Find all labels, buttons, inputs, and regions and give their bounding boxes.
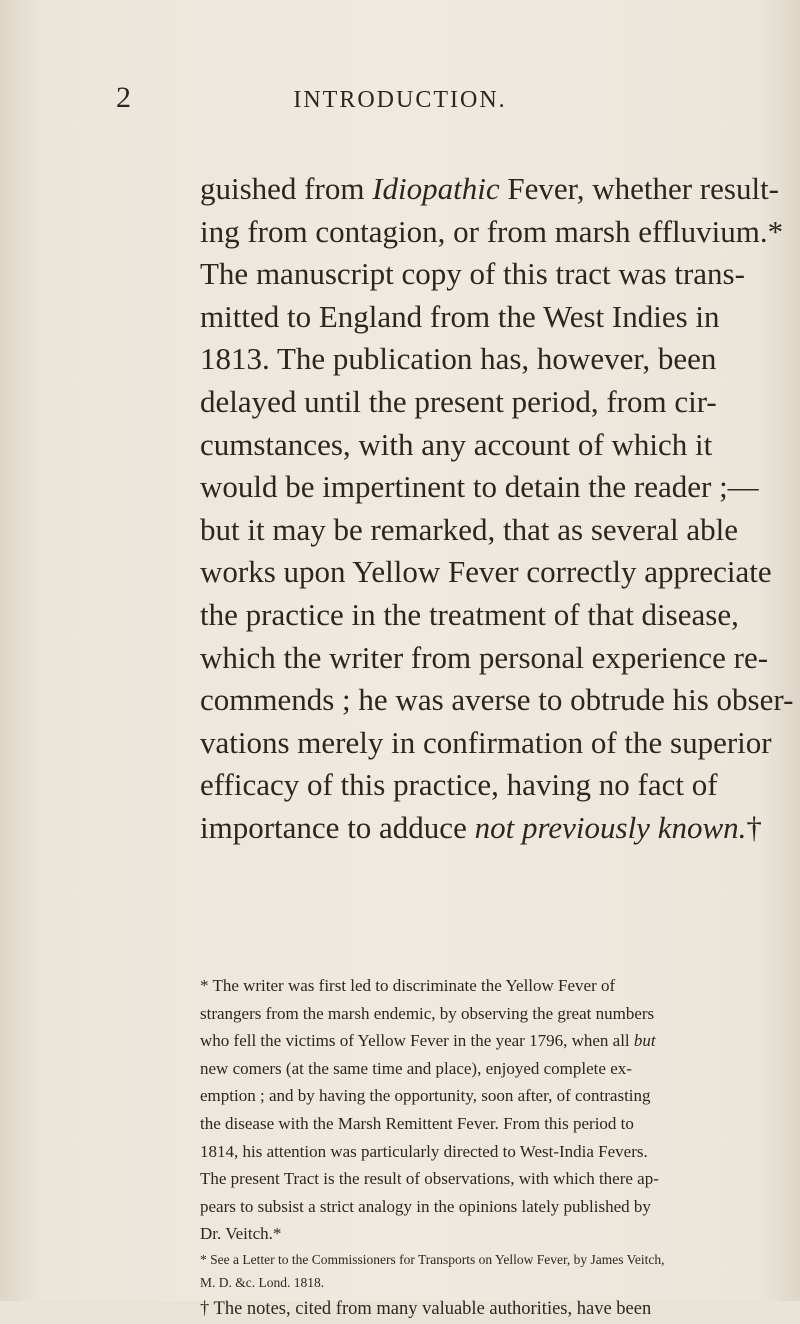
text-line <box>200 253 760 296</box>
running-head: INTRODUCTION. <box>293 87 507 113</box>
footnotes <box>200 972 770 1324</box>
text-run: strangers from the marsh endemic, by observing the great numbers <box>200 1003 655 1023</box>
text-run: delayed until the present period, from cir- <box>200 383 717 419</box>
text-run: emption ; and by having the opportunity, soon after, of contrasting <box>200 1086 651 1106</box>
footnote-line <box>200 1138 770 1166</box>
text-run: but it may be remarked, that as several able <box>200 511 738 547</box>
sub-footnote-line <box>200 1248 770 1271</box>
footnote-line <box>200 1055 770 1083</box>
text-run: commends ; he was averse to obtrude his obser- <box>200 682 794 718</box>
text-line <box>200 551 772 594</box>
footnote-secondary <box>200 1248 770 1294</box>
text-run: cumstances, with any account of which it <box>200 426 713 462</box>
footnote-line <box>200 1000 770 1028</box>
footnote-line <box>200 1193 770 1221</box>
text-line <box>200 211 784 254</box>
text-run: † <box>746 809 762 845</box>
text-run: Fever, whether result- <box>499 171 780 206</box>
footnote-line <box>200 1165 770 1193</box>
text-run: The manuscript copy of this tract was trans- <box>200 256 745 292</box>
text-run: pears to subsist a strict analogy in the opinions lately published by <box>200 1196 651 1216</box>
text-line <box>200 168 780 211</box>
text-line <box>200 424 760 467</box>
text-run: The present Tract is the result of observations, with which there ap- <box>200 1169 659 1189</box>
text-line <box>200 594 760 637</box>
text-run: which the writer from personal experience re- <box>200 639 769 675</box>
text-line <box>200 381 760 424</box>
text-run: M. D. &c. Lond. 1818. <box>200 1274 325 1290</box>
footnote-primary <box>200 972 770 1248</box>
footnote-line <box>200 1082 770 1110</box>
text-line <box>200 722 772 765</box>
text-run: the practice in the treatment of that disease, <box>200 596 739 632</box>
text-run: mitted to England from the West Indies in <box>200 298 720 334</box>
text-run: importance to adduce <box>200 809 475 845</box>
text-run: 1813. The publication has, however, been <box>200 341 717 377</box>
footnote-dagger: † The notes, cited from many valuable authorities, have been <box>200 1298 652 1319</box>
text-run: the disease with the Marsh Remittent Fever. From this period to <box>200 1113 634 1133</box>
text-run: * The writer was first led to discriminate the Yellow Fever of <box>200 976 616 995</box>
text-run: efficacy of this practice, having no fact of <box>200 767 718 803</box>
text-run: would be impertinent to detain the reader ;— <box>200 469 759 505</box>
footnote-line <box>200 972 770 1000</box>
text-run: guished from <box>200 171 373 206</box>
text-run: ing from contagion, or from marsh effluvium.* <box>200 213 784 249</box>
text-run: who fell the victims of Yellow Fever in the year 1796, when all <box>200 1031 634 1051</box>
footnote-line <box>200 1110 770 1138</box>
text-line <box>200 466 760 509</box>
text-run: vations merely in confirmation of the superior <box>200 724 772 760</box>
text-line <box>200 509 760 552</box>
text-run: works upon Yellow Fever correctly appreciate <box>200 554 772 590</box>
text-line <box>200 679 794 722</box>
sub-footnote-line <box>200 1271 770 1294</box>
text-run: 1814, his attention was particularly directed to West-India Fevers. <box>200 1141 648 1161</box>
text-line <box>200 637 769 680</box>
text-run: * See a Letter to the Commissioners for Transports on Yellow Fever, by James Veitch, <box>200 1251 665 1267</box>
text-line <box>200 764 760 807</box>
italic-text: but <box>633 1031 656 1051</box>
text-line <box>200 807 760 850</box>
page-header <box>0 78 800 118</box>
text-run: new comers (at the same time and place), enjoyed complete ex- <box>200 1058 632 1078</box>
footnote-line <box>200 1027 770 1055</box>
page-number: 2 <box>116 81 131 114</box>
text-line <box>200 296 760 339</box>
italic-text: not previously known. <box>474 809 747 845</box>
text-line <box>200 338 760 381</box>
text-run: Dr. Veitch.* <box>200 1224 282 1244</box>
main-text <box>200 168 794 850</box>
footnote-line <box>200 1220 770 1248</box>
italic-text: Idiopathic <box>372 171 500 206</box>
